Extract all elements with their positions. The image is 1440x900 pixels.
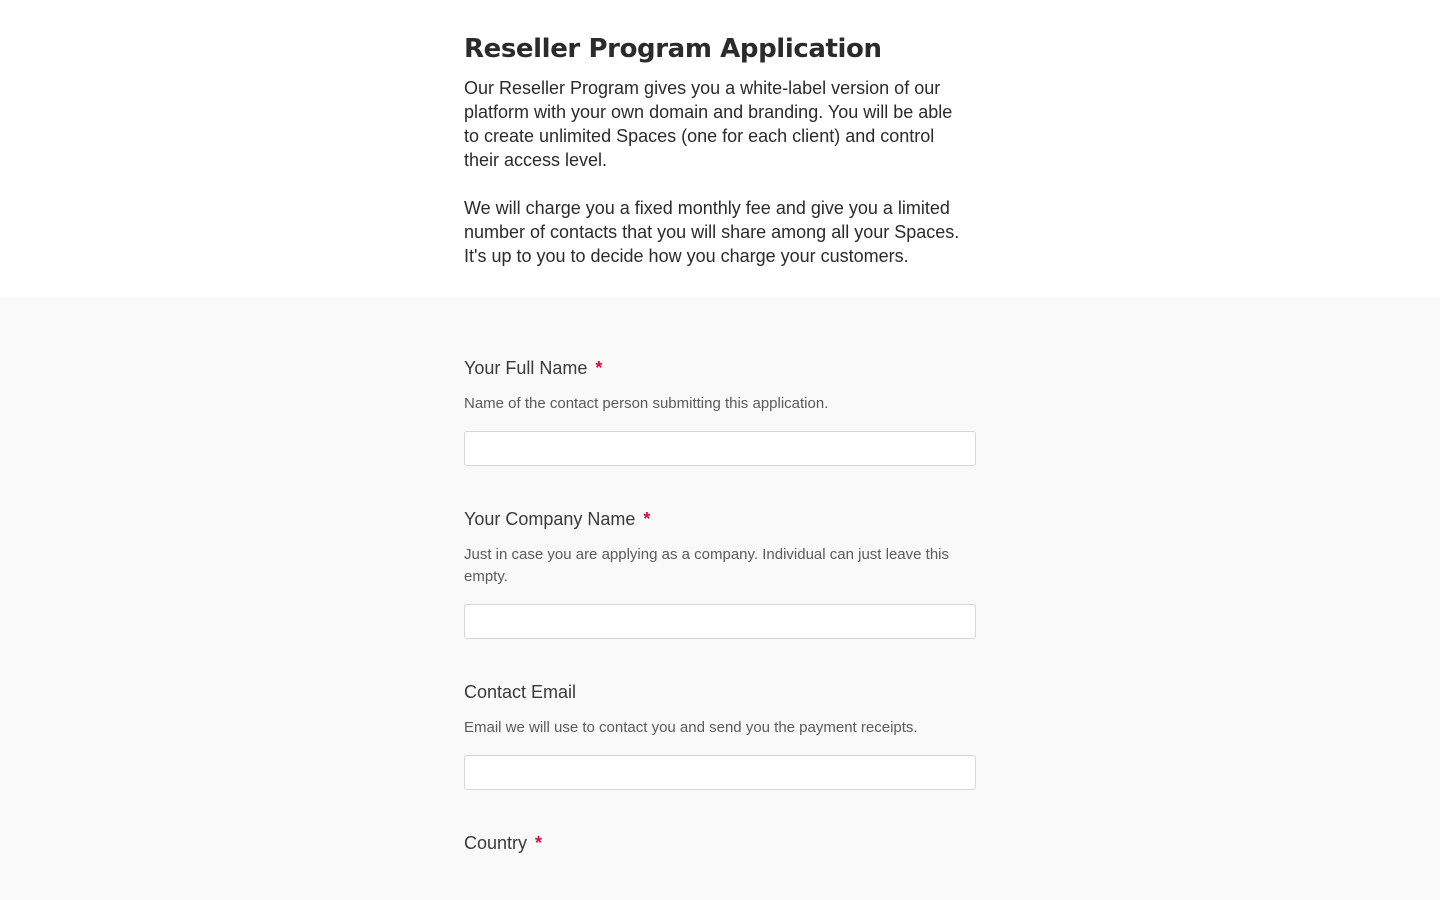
- page-header: [0, 0, 1440, 297]
- intro-paragraph: We will charge you a fixed monthly fee and give you a limited number of contacts that you will share among all your Spaces. It's up to you to decide how you charge your customers.: [464, 198, 960, 266]
- contact-email-input[interactable]: [464, 755, 976, 790]
- country-label-text: Country: [464, 833, 528, 853]
- company-name-help: Just in case you are applying as a company. Individual can just leave this empty.: [464, 546, 949, 585]
- contact-email-help: Email we will use to contact you and send you the payment receipts.: [464, 719, 918, 736]
- required-marker: *: [535, 833, 543, 853]
- required-marker: *: [643, 509, 651, 529]
- contact-email-field-group: [464, 679, 976, 790]
- company-name-input[interactable]: [464, 604, 976, 639]
- company-name-label: [464, 506, 976, 532]
- contact-email-label-text: Contact Email: [464, 682, 577, 702]
- form-fields: [464, 355, 976, 896]
- page-title: Reseller Program Application: [464, 34, 882, 64]
- application-form: [0, 297, 1440, 900]
- intro-paragraph: Our Reseller Program gives you a white-label version of our platform with your own domain and branding. You will be able to create unlimited Spaces (one for each client) and control their access level.: [464, 78, 953, 170]
- company-name-label-text: Your Company Name: [464, 509, 636, 529]
- header-content: [464, 30, 976, 292]
- company-name-field-group: [464, 506, 976, 639]
- required-marker: *: [595, 358, 603, 378]
- contact-email-label: [464, 679, 976, 705]
- country-field-group: [464, 830, 976, 856]
- full-name-label: [464, 355, 976, 381]
- full-name-help: Name of the contact person submitting this application.: [464, 395, 829, 412]
- full-name-input[interactable]: [464, 431, 976, 466]
- full-name-field-group: [464, 355, 976, 466]
- full-name-label-text: Your Full Name: [464, 358, 588, 378]
- country-label: [464, 830, 976, 856]
